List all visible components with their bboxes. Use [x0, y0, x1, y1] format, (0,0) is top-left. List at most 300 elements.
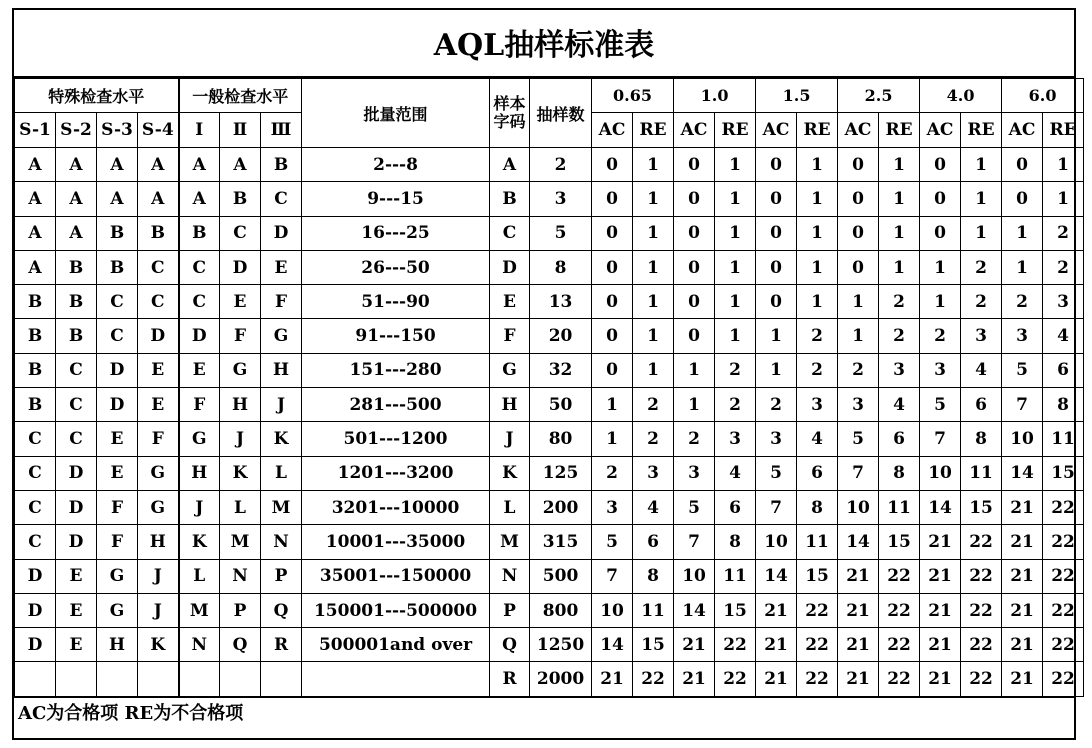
- code-letter-cell: H: [490, 388, 530, 422]
- special-level-cell: F: [97, 490, 138, 524]
- re-cell: 1: [715, 182, 756, 216]
- re-cell: 1: [633, 148, 674, 182]
- ac-cell: 2: [1002, 285, 1043, 319]
- special-level-cell: [56, 662, 97, 696]
- ac-cell: 10: [1002, 422, 1043, 456]
- ac-cell: 3: [838, 388, 879, 422]
- ac-cell: 0: [674, 319, 715, 353]
- aql-table-frame: [12, 8, 1076, 740]
- sample-size-cell: 8: [530, 250, 592, 284]
- special-level-cell: E: [138, 388, 179, 422]
- sample-size-header: 抽样数: [530, 79, 592, 148]
- special-level-cell: B: [56, 250, 97, 284]
- re-cell: 1: [633, 182, 674, 216]
- general-level-cell: K: [179, 525, 220, 559]
- special-level-cell: B: [138, 216, 179, 250]
- sample-size-cell: 315: [530, 525, 592, 559]
- ac-header: AC: [592, 113, 633, 148]
- ac-header: AC: [674, 113, 715, 148]
- special-col-header: S-4: [138, 113, 179, 148]
- special-level-cell: E: [56, 628, 97, 662]
- ac-cell: 5: [592, 525, 633, 559]
- special-level-cell: C: [56, 353, 97, 387]
- ac-cell: 0: [592, 216, 633, 250]
- special-level-cell: C: [97, 319, 138, 353]
- ac-header: AC: [920, 113, 961, 148]
- re-cell: 3: [879, 353, 920, 387]
- re-cell: 1: [797, 182, 838, 216]
- ac-cell: 21: [1002, 559, 1043, 593]
- ac-cell: 21: [1002, 525, 1043, 559]
- re-cell: 4: [961, 353, 1002, 387]
- ac-cell: 14: [1002, 456, 1043, 490]
- sample-size-cell: 1250: [530, 628, 592, 662]
- table-body: [15, 148, 1084, 697]
- ac-cell: 5: [674, 490, 715, 524]
- general-level-cell: A: [179, 148, 220, 182]
- special-level-cell: K: [138, 628, 179, 662]
- special-level-cell: C: [138, 250, 179, 284]
- table-row: [15, 422, 1084, 456]
- re-cell: 22: [797, 628, 838, 662]
- ac-cell: 0: [674, 216, 715, 250]
- ac-cell: 14: [920, 490, 961, 524]
- lot-range-cell: 51---90: [302, 285, 490, 319]
- special-level-cell: A: [56, 182, 97, 216]
- special-level-cell: C: [15, 525, 56, 559]
- sample-size-cell: 200: [530, 490, 592, 524]
- special-level-cell: A: [15, 182, 56, 216]
- re-cell: 1: [797, 148, 838, 182]
- special-level-cell: D: [56, 525, 97, 559]
- ac-header: AC: [1002, 113, 1043, 148]
- ac-header: AC: [756, 113, 797, 148]
- table-row: [15, 216, 1084, 250]
- ac-cell: 5: [838, 422, 879, 456]
- special-level-cell: B: [15, 388, 56, 422]
- re-cell: 1: [715, 319, 756, 353]
- lot-range-cell: 26---50: [302, 250, 490, 284]
- general-level-cell: P: [261, 559, 302, 593]
- re-cell: 22: [961, 525, 1002, 559]
- re-cell: 1: [879, 148, 920, 182]
- ac-cell: 0: [592, 285, 633, 319]
- table-row: [15, 319, 1084, 353]
- re-cell: 3: [633, 456, 674, 490]
- footer-note: AC为合格项 RE为不合格项: [14, 697, 1074, 728]
- general-level-cell: N: [261, 525, 302, 559]
- re-cell: 11: [715, 559, 756, 593]
- special-col-header: S-2: [56, 113, 97, 148]
- general-level-cell: C: [261, 182, 302, 216]
- ac-cell: 0: [592, 182, 633, 216]
- general-level-cell: E: [261, 250, 302, 284]
- table-row: [15, 456, 1084, 490]
- re-cell: 3: [1043, 285, 1084, 319]
- special-col-header: S-1: [15, 113, 56, 148]
- special-level-cell: D: [15, 628, 56, 662]
- special-level-cell: A: [15, 250, 56, 284]
- table-row: [15, 388, 1084, 422]
- table-row: [15, 525, 1084, 559]
- general-level-cell: [220, 662, 261, 696]
- general-level-cell: J: [220, 422, 261, 456]
- general-level-cell: Q: [220, 628, 261, 662]
- re-cell: 8: [879, 456, 920, 490]
- re-header: RE: [797, 113, 838, 148]
- ac-cell: 0: [674, 148, 715, 182]
- re-cell: 2: [1043, 250, 1084, 284]
- general-col-header: Ⅰ: [179, 113, 220, 148]
- re-cell: 22: [879, 593, 920, 627]
- re-cell: 6: [715, 490, 756, 524]
- special-level-cell: E: [56, 593, 97, 627]
- re-cell: 4: [715, 456, 756, 490]
- special-level-cell: B: [56, 319, 97, 353]
- re-cell: 6: [961, 388, 1002, 422]
- re-cell: 22: [879, 628, 920, 662]
- re-cell: 15: [633, 628, 674, 662]
- ac-cell: 1: [920, 285, 961, 319]
- re-cell: 2: [633, 422, 674, 456]
- general-level-cell: H: [261, 353, 302, 387]
- re-cell: 2: [633, 388, 674, 422]
- ac-cell: 1: [1002, 250, 1043, 284]
- general-level-cell: N: [179, 628, 220, 662]
- lot-range-cell: 16---25: [302, 216, 490, 250]
- re-cell: 1: [879, 216, 920, 250]
- re-cell: 22: [961, 628, 1002, 662]
- re-cell: 1: [633, 353, 674, 387]
- re-cell: 3: [961, 319, 1002, 353]
- general-level-cell: A: [220, 148, 261, 182]
- ac-cell: 2: [592, 456, 633, 490]
- ac-cell: 0: [674, 250, 715, 284]
- ac-cell: 10: [592, 593, 633, 627]
- special-level-cell: B: [97, 216, 138, 250]
- ac-cell: 2: [674, 422, 715, 456]
- re-cell: 2: [797, 353, 838, 387]
- re-cell: 8: [1043, 388, 1084, 422]
- special-level-cell: A: [97, 182, 138, 216]
- ac-cell: 0: [920, 216, 961, 250]
- special-level-cell: A: [15, 216, 56, 250]
- sample-size-cell: 2: [530, 148, 592, 182]
- ac-cell: 0: [756, 285, 797, 319]
- re-cell: 22: [1043, 559, 1084, 593]
- special-level-cell: B: [15, 319, 56, 353]
- lot-range-cell: 281---500: [302, 388, 490, 422]
- code-letter-cell: D: [490, 250, 530, 284]
- sample-size-cell: 13: [530, 285, 592, 319]
- aql-level-header: 1.0: [674, 79, 756, 113]
- code-letter-cell: J: [490, 422, 530, 456]
- ac-cell: 21: [838, 662, 879, 696]
- code-letter-cell: F: [490, 319, 530, 353]
- general-level-cell: D: [261, 216, 302, 250]
- re-cell: 8: [797, 490, 838, 524]
- lot-range-cell: 500001and over: [302, 628, 490, 662]
- code-letter-cell: K: [490, 456, 530, 490]
- general-col-header: Ⅱ: [220, 113, 261, 148]
- aql-level-header: 2.5: [838, 79, 920, 113]
- lot-range-cell: 151---280: [302, 353, 490, 387]
- ac-cell: 0: [838, 250, 879, 284]
- ac-cell: 21: [592, 662, 633, 696]
- code-letter-cell: R: [490, 662, 530, 696]
- re-cell: 22: [715, 662, 756, 696]
- ac-cell: 3: [920, 353, 961, 387]
- sample-size-cell: 20: [530, 319, 592, 353]
- re-cell: 1: [961, 216, 1002, 250]
- re-cell: 1: [633, 250, 674, 284]
- table-row: [15, 662, 1084, 696]
- lot-range-cell: 10001---35000: [302, 525, 490, 559]
- ac-cell: 21: [1002, 593, 1043, 627]
- general-level-cell: M: [261, 490, 302, 524]
- ac-cell: 10: [674, 559, 715, 593]
- special-level-cell: H: [97, 628, 138, 662]
- special-level-cell: E: [56, 559, 97, 593]
- re-header: RE: [961, 113, 1002, 148]
- ac-cell: 10: [756, 525, 797, 559]
- general-level-cell: F: [220, 319, 261, 353]
- ac-cell: 21: [838, 593, 879, 627]
- ac-cell: 1: [674, 353, 715, 387]
- special-level-cell: B: [56, 285, 97, 319]
- general-level-cell: N: [220, 559, 261, 593]
- re-cell: 22: [1043, 525, 1084, 559]
- special-level-cell: H: [138, 525, 179, 559]
- re-cell: 2: [961, 250, 1002, 284]
- re-cell: 4: [797, 422, 838, 456]
- ac-cell: 0: [592, 250, 633, 284]
- lot-range-cell: 150001---500000: [302, 593, 490, 627]
- re-cell: 1: [633, 216, 674, 250]
- ac-cell: 21: [920, 559, 961, 593]
- re-cell: 1: [633, 285, 674, 319]
- re-cell: 11: [633, 593, 674, 627]
- special-level-cell: C: [56, 388, 97, 422]
- general-level-cell: [179, 662, 220, 696]
- general-level-cell: B: [261, 148, 302, 182]
- ac-cell: 5: [756, 456, 797, 490]
- sample-size-cell: 80: [530, 422, 592, 456]
- ac-cell: 0: [838, 182, 879, 216]
- general-level-cell: D: [179, 319, 220, 353]
- code-letter-header: 样本字码: [490, 79, 530, 148]
- ac-cell: 21: [756, 628, 797, 662]
- table-row: [15, 490, 1084, 524]
- ac-cell: 0: [592, 353, 633, 387]
- lot-range-header: 批量范围: [302, 79, 490, 148]
- special-level-cell: C: [97, 285, 138, 319]
- ac-cell: 0: [756, 148, 797, 182]
- ac-cell: 3: [592, 490, 633, 524]
- ac-cell: 1: [674, 388, 715, 422]
- re-header: RE: [715, 113, 756, 148]
- re-cell: 1: [879, 250, 920, 284]
- aql-level-header: 6.0: [1002, 79, 1084, 113]
- code-letter-cell: L: [490, 490, 530, 524]
- special-level-cell: D: [56, 490, 97, 524]
- table-row: [15, 628, 1084, 662]
- ac-cell: 0: [592, 148, 633, 182]
- ac-cell: 3: [756, 422, 797, 456]
- re-cell: 1: [797, 250, 838, 284]
- table-row: [15, 353, 1084, 387]
- special-level-cell: G: [138, 456, 179, 490]
- general-level-cell: L: [179, 559, 220, 593]
- special-level-cell: F: [138, 422, 179, 456]
- re-cell: 22: [797, 662, 838, 696]
- ac-cell: 21: [838, 559, 879, 593]
- ac-cell: 21: [756, 662, 797, 696]
- special-level-cell: J: [138, 559, 179, 593]
- re-cell: 22: [961, 593, 1002, 627]
- general-level-cell: C: [220, 216, 261, 250]
- general-level-cell: E: [220, 285, 261, 319]
- re-cell: 15: [879, 525, 920, 559]
- table-row: [15, 559, 1084, 593]
- ac-cell: 3: [674, 456, 715, 490]
- ac-cell: 14: [756, 559, 797, 593]
- code-letter-cell: N: [490, 559, 530, 593]
- special-level-cell: G: [138, 490, 179, 524]
- aql-level-header: 4.0: [920, 79, 1002, 113]
- general-level-cell: E: [179, 353, 220, 387]
- ac-cell: 14: [592, 628, 633, 662]
- ac-cell: 1: [920, 250, 961, 284]
- ac-header: AC: [838, 113, 879, 148]
- sample-size-cell: 32: [530, 353, 592, 387]
- ac-cell: 0: [838, 148, 879, 182]
- general-level-cell: G: [179, 422, 220, 456]
- special-level-cell: C: [56, 422, 97, 456]
- re-cell: 1: [1043, 182, 1084, 216]
- table-row: [15, 148, 1084, 182]
- ac-cell: 1: [592, 388, 633, 422]
- ac-cell: 2: [838, 353, 879, 387]
- lot-range-cell: 91---150: [302, 319, 490, 353]
- re-cell: 1: [879, 182, 920, 216]
- general-level-cell: B: [179, 216, 220, 250]
- general-level-cell: C: [179, 250, 220, 284]
- re-header: RE: [633, 113, 674, 148]
- page-title: AQL抽样标准表: [14, 10, 1074, 78]
- lot-range-cell: 9---15: [302, 182, 490, 216]
- re-cell: 1: [715, 250, 756, 284]
- re-cell: 2: [797, 319, 838, 353]
- re-cell: 2: [715, 388, 756, 422]
- ac-cell: 21: [1002, 662, 1043, 696]
- re-cell: 6: [1043, 353, 1084, 387]
- code-letter-cell: Q: [490, 628, 530, 662]
- re-cell: 22: [797, 593, 838, 627]
- re-cell: 1: [633, 319, 674, 353]
- ac-cell: 1: [838, 285, 879, 319]
- ac-cell: 7: [592, 559, 633, 593]
- general-level-cell: K: [220, 456, 261, 490]
- re-cell: 1: [797, 285, 838, 319]
- ac-cell: 0: [674, 285, 715, 319]
- general-level-cell: L: [261, 456, 302, 490]
- special-level-cell: B: [15, 353, 56, 387]
- sample-size-cell: 125: [530, 456, 592, 490]
- ac-cell: 5: [1002, 353, 1043, 387]
- table-row: [15, 593, 1084, 627]
- general-level-cell: L: [220, 490, 261, 524]
- re-cell: 22: [1043, 662, 1084, 696]
- special-level-cell: [97, 662, 138, 696]
- special-level-cell: B: [15, 285, 56, 319]
- re-cell: 4: [1043, 319, 1084, 353]
- re-cell: 1: [715, 285, 756, 319]
- special-level-cell: D: [56, 456, 97, 490]
- re-cell: 22: [715, 628, 756, 662]
- special-level-cell: C: [138, 285, 179, 319]
- ac-cell: 5: [920, 388, 961, 422]
- general-level-cell: C: [179, 285, 220, 319]
- special-level-cell: A: [56, 216, 97, 250]
- code-letter-cell: M: [490, 525, 530, 559]
- ac-cell: 21: [920, 662, 961, 696]
- ac-cell: 0: [756, 250, 797, 284]
- general-level-cell: F: [261, 285, 302, 319]
- ac-cell: 0: [592, 319, 633, 353]
- special-level-cell: A: [138, 148, 179, 182]
- special-level-cell: D: [15, 593, 56, 627]
- re-cell: 22: [1043, 593, 1084, 627]
- re-cell: 22: [879, 559, 920, 593]
- special-level-cell: D: [15, 559, 56, 593]
- ac-cell: 0: [674, 182, 715, 216]
- special-col-header: S-3: [97, 113, 138, 148]
- special-level-cell: D: [97, 353, 138, 387]
- special-level-cell: A: [56, 148, 97, 182]
- re-cell: 8: [633, 559, 674, 593]
- ac-cell: 21: [1002, 628, 1043, 662]
- ac-cell: 21: [920, 593, 961, 627]
- general-level-cell: M: [179, 593, 220, 627]
- sample-size-cell: 800: [530, 593, 592, 627]
- re-cell: 1: [961, 182, 1002, 216]
- special-level-cell: E: [138, 353, 179, 387]
- special-level-cell: A: [97, 148, 138, 182]
- table-row: [15, 182, 1084, 216]
- ac-cell: 21: [920, 525, 961, 559]
- re-cell: 1: [715, 216, 756, 250]
- ac-cell: 0: [756, 182, 797, 216]
- special-level-cell: B: [97, 250, 138, 284]
- re-cell: 11: [797, 525, 838, 559]
- ac-cell: 21: [1002, 490, 1043, 524]
- re-cell: 22: [879, 662, 920, 696]
- re-cell: 15: [961, 490, 1002, 524]
- re-cell: 1: [715, 148, 756, 182]
- ac-cell: 2: [756, 388, 797, 422]
- general-level-cell: J: [179, 490, 220, 524]
- general-level-cell: R: [261, 628, 302, 662]
- sample-size-cell: 50: [530, 388, 592, 422]
- special-level-cell: G: [97, 559, 138, 593]
- re-cell: 22: [1043, 490, 1084, 524]
- ac-cell: 0: [920, 182, 961, 216]
- lot-range-cell: 501---1200: [302, 422, 490, 456]
- general-level-cell: A: [179, 182, 220, 216]
- re-cell: 6: [633, 525, 674, 559]
- re-cell: 11: [961, 456, 1002, 490]
